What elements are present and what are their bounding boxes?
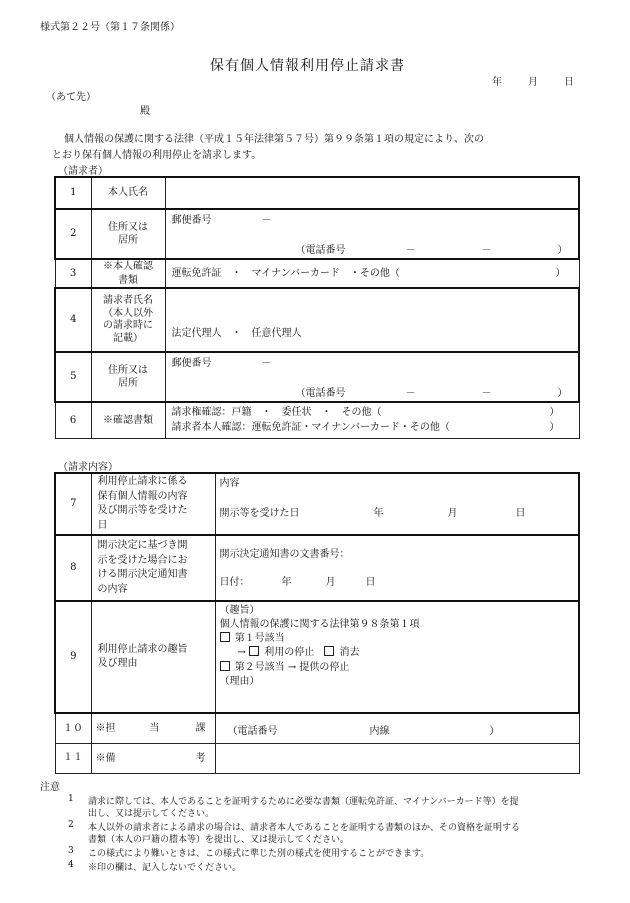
note-3-number: 3: [68, 846, 74, 856]
form-title: 保有個人情報利用停止請求書: [210, 58, 405, 74]
requester-section-label: （請求者）: [58, 166, 108, 177]
row-4-label: 請求者氏名 （本人以外 の請求時に 記載）: [91, 288, 165, 352]
requester-name-field[interactable]: [165, 288, 579, 352]
row-3-label: ※本人確認 書類: [91, 259, 165, 288]
content-label: 内容: [219, 478, 240, 489]
option-2-checkbox[interactable]: [220, 661, 230, 671]
row-10-label: ※担 当 課: [91, 713, 215, 743]
note-3-line1: この様式により難いときは、この様式に準じた別の様式を使用することができます。: [88, 849, 430, 859]
phone-label: （電話番号: [227, 726, 278, 737]
row-7-label: 利用停止請求に係る 保有個人情報の内容 及び開示等を受けた 日: [91, 473, 215, 535]
note-4-number: 4: [68, 860, 74, 870]
erase-checkbox[interactable]: [324, 646, 334, 656]
note-1-number: 1: [68, 794, 74, 804]
department-field[interactable]: [215, 713, 579, 743]
phone-dash2: －: [481, 245, 492, 256]
disclosure-notice-field[interactable]: [215, 535, 579, 601]
note-1-line2: 出し、又は提示してください。: [88, 809, 215, 819]
representative-options: 法定代理人 ・ 任意代理人: [171, 328, 302, 339]
form-number: 様式第２２号（第１７条関係）: [40, 22, 180, 33]
erase-label: 消去: [339, 647, 360, 658]
identity-check-close: ）: [549, 422, 560, 433]
row-1-label: 本人氏名: [91, 177, 165, 209]
postal-dash: －: [261, 358, 272, 369]
row-10-number: １０: [55, 713, 91, 743]
row-8-number: 8: [55, 535, 91, 601]
row-5-label: 住所又は 居所: [91, 352, 165, 402]
phone-dash2: －: [481, 388, 492, 399]
intro-line1: 個人情報の保護に関する法律（平成１５年法律第５７号）第９９条第１項の規定により、次の: [64, 134, 484, 145]
date-day-label: 日: [564, 77, 574, 88]
intro-line2: とおり保有個人情報の利用停止を請求します。: [52, 150, 262, 161]
request-section-label: （請求内容）: [58, 462, 118, 473]
row-7-number: 7: [55, 473, 91, 535]
row-9-label: 利用停止請求の趣旨 及び理由: [91, 601, 215, 713]
option-1-sub: [238, 646, 360, 660]
postal-label: 郵便番号: [171, 215, 212, 226]
row-5-number: 5: [55, 352, 91, 402]
disclosure-content-field[interactable]: [215, 473, 579, 535]
date-year-label: 年: [492, 77, 502, 88]
row-6-number: 6: [55, 402, 91, 438]
phone-label: （電話番号: [295, 245, 346, 256]
address-field[interactable]: [165, 209, 579, 259]
note-2-line1: 本人以外の請求者による請求の場合は、請求者本人であることを証明する書類のほか、その資格を証明する: [88, 823, 521, 833]
option-2[interactable]: 第２号該当 → 提供の停止: [220, 661, 350, 675]
requester-address-field[interactable]: [165, 352, 579, 402]
purpose-and-reason-field[interactable]: [215, 601, 579, 713]
phone-dash1: －: [405, 388, 416, 399]
year-label: 年: [373, 508, 384, 519]
row-11-label: ※備 考: [91, 743, 215, 773]
row-8-label: 開示決定に基づき開 示を受けた場合にお ける開示決定通知書 の内容: [91, 535, 215, 601]
id-documents-options: 運転免許証 ・ マイナンバーカード ・その他（: [171, 268, 400, 279]
option-1-checkbox[interactable]: [220, 632, 230, 642]
note-4-line1: ※印の欄は、記入しないでください。: [88, 863, 242, 873]
phone-dash1: －: [405, 245, 416, 256]
identity-check-line: 請求者本人確認：運転免許証・マイナンバーカード・その他（: [171, 422, 450, 433]
id-documents-field[interactable]: [165, 259, 579, 288]
row-6-label: ※確認書類: [91, 402, 165, 438]
note-2-line2: 書類（本人の戸籍の謄本等）を提出し、又は提示してください。: [88, 835, 350, 845]
verification-documents-field[interactable]: [165, 402, 579, 438]
addressee-label: （あて先）: [46, 92, 96, 103]
note-2-number: 2: [68, 820, 74, 830]
phone-close: ）: [557, 388, 568, 399]
notes-title: 注意: [40, 782, 60, 793]
row-11-number: １１: [55, 743, 91, 773]
row-2-number: 2: [55, 209, 91, 259]
row-2-label: 住所又は 居所: [91, 209, 165, 259]
authority-check-close: ）: [549, 407, 560, 418]
purpose-label: （趣旨）: [219, 605, 260, 616]
date-month-label: 月: [528, 77, 538, 88]
postal-label: 郵便番号: [171, 358, 212, 369]
option-1[interactable]: 第１号該当: [220, 632, 285, 646]
disclosure-date-label: 開示等を受けた日: [219, 508, 300, 519]
row-1-number: 1: [55, 177, 91, 209]
authority-check-line: 請求権確認：戸籍 ・ 委任状 ・ その他（: [171, 407, 382, 418]
addressee-suffix: 殿: [140, 106, 150, 117]
row-9-number: 9: [55, 601, 91, 713]
month-label: 月: [325, 577, 336, 588]
extension-label: 内線: [369, 726, 390, 737]
phone-label: （電話番号: [295, 388, 346, 399]
day-label: 日: [515, 508, 526, 519]
year-label: 年: [281, 577, 292, 588]
row-3-number: 3: [55, 259, 91, 288]
month-label: 月: [447, 508, 458, 519]
law-reference: 個人情報の保護に関する法律第９８条第１項: [219, 619, 420, 630]
phone-close: ）: [489, 726, 500, 737]
id-documents-close: ）: [555, 268, 566, 279]
stop-use-label: 利用の停止: [264, 647, 315, 658]
stop-use-checkbox[interactable]: [249, 646, 259, 656]
phone-close: ）: [557, 245, 568, 256]
reason-label: （理由）: [219, 676, 260, 687]
request-table: [54, 472, 580, 774]
arrow-icon: →: [237, 647, 246, 658]
remarks-field[interactable]: [215, 743, 579, 773]
doc-number-label: 開示決定通知書の文書番号：: [219, 549, 350, 560]
notice-date-label: 日付：: [219, 577, 250, 588]
requester-table: [54, 176, 580, 439]
postal-dash: －: [261, 215, 272, 226]
name-field[interactable]: [165, 177, 579, 209]
day-label: 日: [365, 577, 376, 588]
note-1-line1: 請求に際しては、本人であることを証明するために必要な書類（運転免許証、マイナンバーカード等）を提: [88, 797, 519, 807]
row-4-number: 4: [55, 288, 91, 352]
